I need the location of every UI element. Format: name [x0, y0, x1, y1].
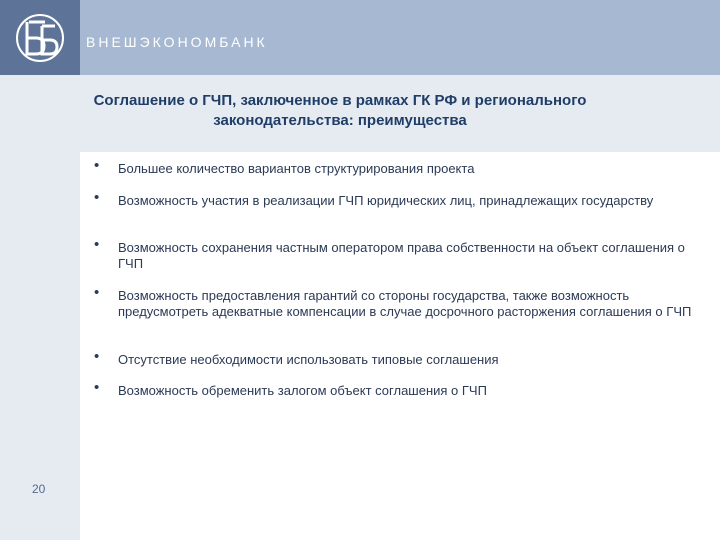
bullet-text: Возможность обременить залогом объект соглашения о ГЧП	[118, 383, 487, 398]
page-number: 20	[32, 482, 46, 496]
bullet-icon: •	[94, 236, 100, 253]
bullet-item	[94, 157, 693, 177]
bullet-text: Возможность участия в реализации ГЧП юридических лиц, принадлежащих государству	[118, 193, 654, 208]
bullet-item	[94, 348, 693, 368]
bullet-text: Большее количество вариантов структурирования проекта	[118, 161, 475, 176]
bullet-text: Отсутствие необходимости использовать типовые соглашения	[118, 352, 499, 367]
bullet-item	[94, 236, 693, 272]
bullet-item	[94, 284, 693, 320]
bullet-item	[94, 189, 693, 209]
bank-name: ВНЕШЭКОНОМБАНК	[86, 34, 268, 50]
bullet-text: Возможность предоставления гарантий со стороны государства, также возможность предусмотреть адекватные компенсации в случае досрочного расторжения соглашения о ГЧП	[118, 288, 692, 319]
bullet-icon: •	[94, 379, 100, 396]
slide-title: Соглашение о ГЧП, заключенное в рамках ГК РФ и регионального законодательства: преимущества	[93, 92, 587, 129]
bullet-item	[94, 379, 693, 399]
bullet-icon: •	[94, 189, 100, 206]
bullet-icon: •	[94, 157, 100, 174]
bullet-icon: •	[94, 348, 100, 365]
bullet-icon: •	[94, 284, 100, 301]
bullet-text: Возможность сохранения частным оператором права собственности на объект соглашения о ГЧП	[118, 240, 685, 271]
